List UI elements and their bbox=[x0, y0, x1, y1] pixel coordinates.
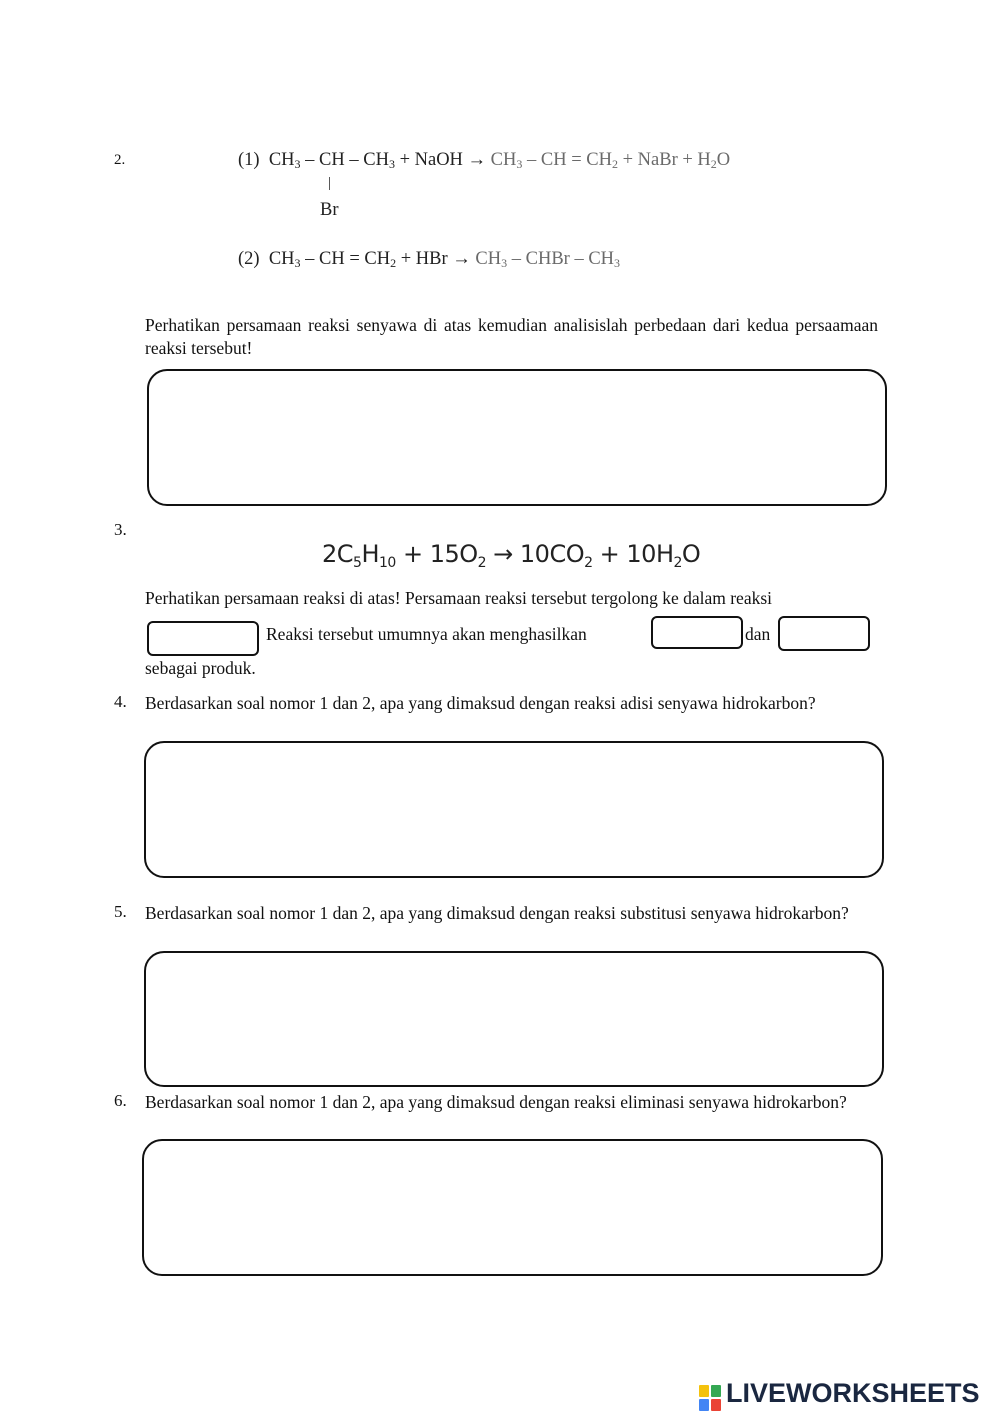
bromine-branch: Br bbox=[320, 200, 339, 220]
branch-bond: | bbox=[328, 175, 332, 191]
question-5-number: 5. bbox=[114, 902, 127, 921]
liveworksheets-logo-icon bbox=[698, 1384, 722, 1412]
question-3-line3: sebagai produk. bbox=[145, 658, 256, 678]
question-6-text: Berdasarkan soal nomor 1 dan 2, apa yang dimaksud dengan reaksi eliminasi senyawa hidrokarbon? bbox=[145, 1092, 847, 1112]
liveworksheets-logo bbox=[698, 1378, 980, 1412]
product-1-input[interactable] bbox=[651, 616, 743, 649]
question-3-line1: Perhatikan persamaan reaksi di atas! Persamaan reaksi tersebut tergolong ke dalam reaksi bbox=[145, 588, 773, 608]
question-4-number: 4. bbox=[114, 692, 127, 711]
reaction-equation-2: (2) $CH_3$ – CH = $CH_2$ + HBr → $CH_3$ – CHBr – $CH_3$ bbox=[238, 249, 621, 270]
reaction-equation-1: (1) $CH_3$ – CH – $CH_3$ + NaOH → $CH_3$ – CH = $CH_2$ + NaBr + $H_2O$ bbox=[238, 150, 731, 171]
question-3-number: 3. bbox=[114, 520, 127, 539]
question-5-text: Berdasarkan soal nomor 1 dan 2, apa yang dimaksud dengan reaksi substitusi senyawa hidrokarbon? bbox=[145, 903, 849, 923]
question-4-text: Berdasarkan soal nomor 1 dan 2, apa yang dimaksud dengan reaksi adisi senyawa hidrokarbon? bbox=[145, 693, 816, 713]
liveworksheets-wordmark: LIVEWORKSHEETS bbox=[726, 1378, 980, 1408]
question-2-number: 2. bbox=[114, 152, 126, 168]
reaction-type-input[interactable] bbox=[147, 621, 259, 656]
question-2-instruction: Perhatikan persamaan reaksi senyawa di atas kemudian analisislah perbedaan dari kedua persaamaan reaksi tersebut! bbox=[145, 315, 878, 358]
answer-box-q4[interactable] bbox=[144, 741, 884, 878]
product-2-input[interactable] bbox=[778, 616, 870, 651]
and-word: dan bbox=[745, 624, 771, 644]
answer-box-q2[interactable] bbox=[147, 369, 887, 506]
question-3-line2: Reaksi tersebut umumnya akan menghasilkan bbox=[266, 624, 587, 644]
question-6-number: 6. bbox=[114, 1091, 127, 1110]
answer-box-q5[interactable] bbox=[144, 951, 884, 1087]
answer-box-q6[interactable] bbox=[142, 1139, 883, 1276]
combustion-equation: $2C_5H_{10} + 15O_2 \to 10CO_2 + 10H_2O$ bbox=[322, 540, 701, 571]
